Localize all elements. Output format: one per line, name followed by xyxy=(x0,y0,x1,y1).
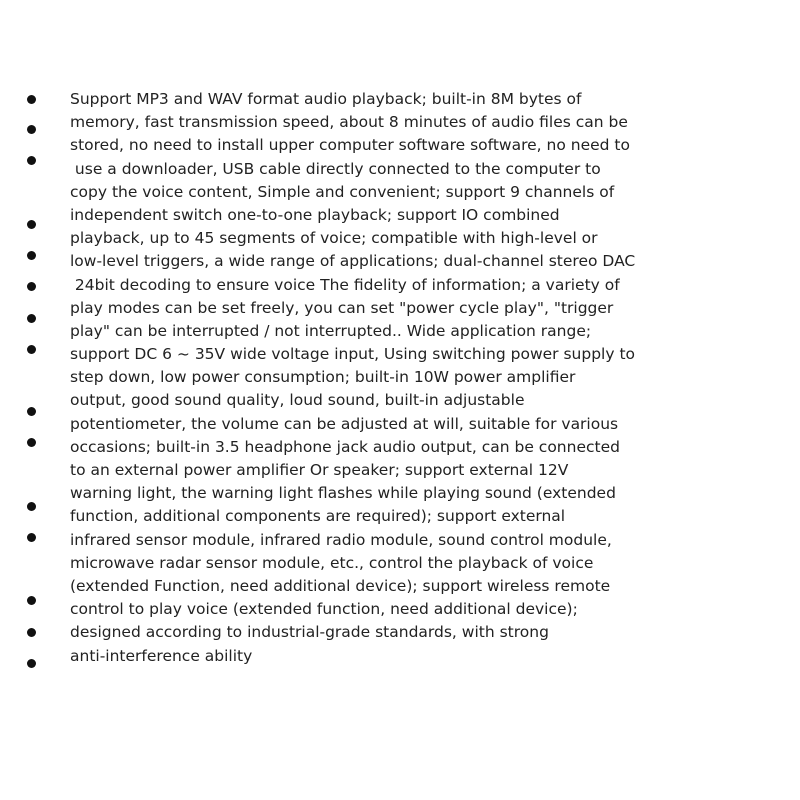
bullet-marker xyxy=(27,596,36,605)
description-line: support DC 6 ~ 35V wide voltage input, Using switching power supply to xyxy=(70,345,636,364)
description-line: function, additional components are required); support external xyxy=(70,507,566,526)
bullet-marker xyxy=(27,628,36,637)
bullet-marker xyxy=(27,156,36,165)
description-line: microwave radar sensor module, etc., control the playback of voice xyxy=(70,553,594,572)
bullet-marker xyxy=(27,659,36,668)
bullet-marker xyxy=(27,251,36,260)
description-line: infrared sensor module, infrared radio module, sound control module, xyxy=(70,530,612,549)
description-line: output, good sound quality, loud sound, built-in adjustable xyxy=(70,391,525,410)
bullet-marker xyxy=(27,533,36,542)
feature-description-text xyxy=(70,88,710,668)
bullet-marker xyxy=(27,407,36,416)
bullet-marker xyxy=(27,502,36,511)
bullet-marker xyxy=(27,438,36,447)
bullet-marker xyxy=(27,220,36,229)
description-line: 24bit decoding to ensure voice The fidelity of information; a variety of xyxy=(70,275,620,294)
description-line: warning light, the warning light flashes while playing sound (extended xyxy=(70,484,616,503)
bullet-marker xyxy=(27,95,36,104)
description-line: potentiometer, the volume can be adjusted at will, suitable for various xyxy=(70,414,619,433)
description-line: low-level triggers, a wide range of applications; dual-channel stereo DAC xyxy=(70,252,636,271)
description-line: occasions; built-in 3.5 headphone jack audio output, can be connected xyxy=(70,437,620,456)
description-line: stored, no need to install upper computer software software, no need to xyxy=(70,136,630,155)
bullet-marker xyxy=(27,345,36,354)
description-line: (extended Function, need additional device); support wireless remote xyxy=(70,576,611,595)
description-line: Support MP3 and WAV format audio playback; built-in 8M bytes of xyxy=(70,90,582,108)
description-line: anti-interference ability xyxy=(70,646,253,665)
description-line: memory, fast transmission speed, about 8 minutes of audio files can be xyxy=(70,113,628,132)
description-line: independent switch one-to-one playback; support IO combined xyxy=(70,205,560,224)
description-line: step down, low power consumption; built-in 10W power amplifier xyxy=(70,368,576,387)
bullet-marker xyxy=(27,125,36,134)
description-line: use a downloader, USB cable directly connected to the computer to xyxy=(70,159,601,178)
description-line: play" can be interrupted / not interrupted.. Wide application range; xyxy=(70,321,592,340)
description-line: control to play voice (extended function, need additional device); xyxy=(70,600,578,619)
description-line: designed according to industrial-grade standards, with strong xyxy=(70,623,549,642)
description-line: to an external power amplifier Or speaker; support external 12V xyxy=(70,461,569,479)
description-line: play modes can be set freely, you can set "power cycle play", "trigger xyxy=(70,298,614,317)
bullet-marker xyxy=(27,282,36,291)
description-line: playback, up to 45 segments of voice; compatible with high-level or xyxy=(70,229,598,248)
description-line: copy the voice content, Simple and convenient; support 9 channels of xyxy=(70,182,615,201)
bullet-marker xyxy=(27,314,36,323)
